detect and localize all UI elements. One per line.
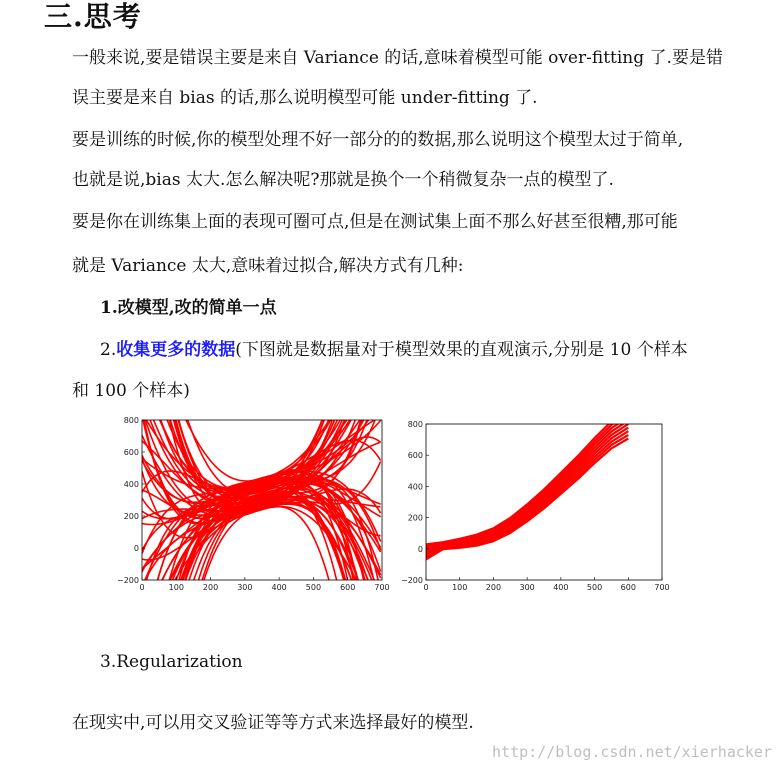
list-item-2-rest: (下图就是数据量对于模型效果的直观演示,分别是 10 个样本 — [235, 340, 688, 360]
x-tick-label: 300 — [519, 583, 535, 592]
list-item-2 — [100, 338, 688, 362]
y-tick-label: −200 — [117, 576, 139, 585]
paragraph-3-line-2: 就是 Variance 太大,意味着过拟合,解决方式有几种: — [72, 256, 464, 276]
x-tick-label: 0 — [139, 583, 145, 592]
x-tick-label: 300 — [237, 583, 253, 592]
x-tick-label: 600 — [620, 583, 636, 592]
chart-left — [112, 414, 397, 596]
watermark-url: http://blog.csdn.net/xierhacker — [492, 743, 772, 761]
collect-more-data-link[interactable]: 收集更多的数据 — [116, 340, 236, 360]
conclusion-text: 在现实中,可以用交叉验证等等方式来选择最好的模型. — [72, 713, 474, 733]
x-tick-label: 700 — [374, 583, 390, 592]
list-item-2-line-2: 和 100 个样本) — [72, 381, 190, 401]
x-tick-label: 100 — [168, 583, 184, 592]
paragraph-2-line-1: 要是训练的时候,你的模型处理不好一部分的的数据,那么说明这个模型太过于简单, — [72, 130, 684, 150]
chart-right-svg — [398, 418, 673, 596]
list-item-1: 1.改模型,改的简单一点 — [100, 298, 277, 318]
chart-right-series-line — [426, 418, 628, 546]
list-item-2-prefix: 2. — [100, 340, 117, 360]
y-tick-label: 400 — [123, 480, 139, 489]
x-tick-label: 400 — [271, 583, 287, 592]
y-tick-label: 600 — [407, 451, 423, 461]
chart-right-band — [426, 418, 628, 559]
paragraph-1-line-2: 误主要是来自 bias 的话,那么说明模型可能 under-fitting 了. — [72, 88, 538, 108]
y-tick-label: −200 — [401, 576, 423, 585]
y-tick-label: 800 — [123, 416, 139, 425]
x-tick-label: 700 — [654, 583, 670, 592]
chart-right — [398, 418, 673, 596]
section-heading: 三.思考 — [44, 0, 142, 33]
x-tick-label: 400 — [553, 583, 569, 592]
y-tick-label: 400 — [407, 482, 423, 492]
x-tick-label: 200 — [202, 583, 219, 592]
x-tick-label: 100 — [452, 583, 468, 592]
paragraph-1-line-1: 一般来说,要是错误主要是来自 Variance 的话,意味着模型可能 over-fitting 了.要是错 — [72, 48, 723, 68]
x-tick-label: 500 — [305, 583, 322, 592]
chart-left-curves — [142, 414, 381, 596]
y-tick-label: 200 — [123, 512, 139, 521]
y-tick-label: 0 — [133, 544, 139, 553]
x-tick-label: 600 — [340, 583, 356, 592]
x-tick-label: 500 — [586, 583, 603, 592]
x-tick-label: 0 — [423, 583, 429, 592]
list-item-3: 3.Regularization — [100, 652, 243, 672]
paragraph-3-line-1: 要是你在训练集上面的表现可圈可点,但是在测试集上面不那么好甚至很糟,那可能 — [72, 212, 678, 232]
y-tick-label: 800 — [407, 420, 423, 429]
x-tick-label: 200 — [485, 583, 502, 592]
paragraph-2-line-2: 也就是说,bias 太大.怎么解决呢?那就是换个一个稍微复杂一点的模型了. — [72, 170, 614, 190]
y-tick-label: 0 — [417, 544, 423, 554]
y-tick-label: 200 — [407, 513, 423, 523]
y-tick-label: 600 — [123, 448, 139, 457]
chart-left-svg — [112, 414, 397, 596]
